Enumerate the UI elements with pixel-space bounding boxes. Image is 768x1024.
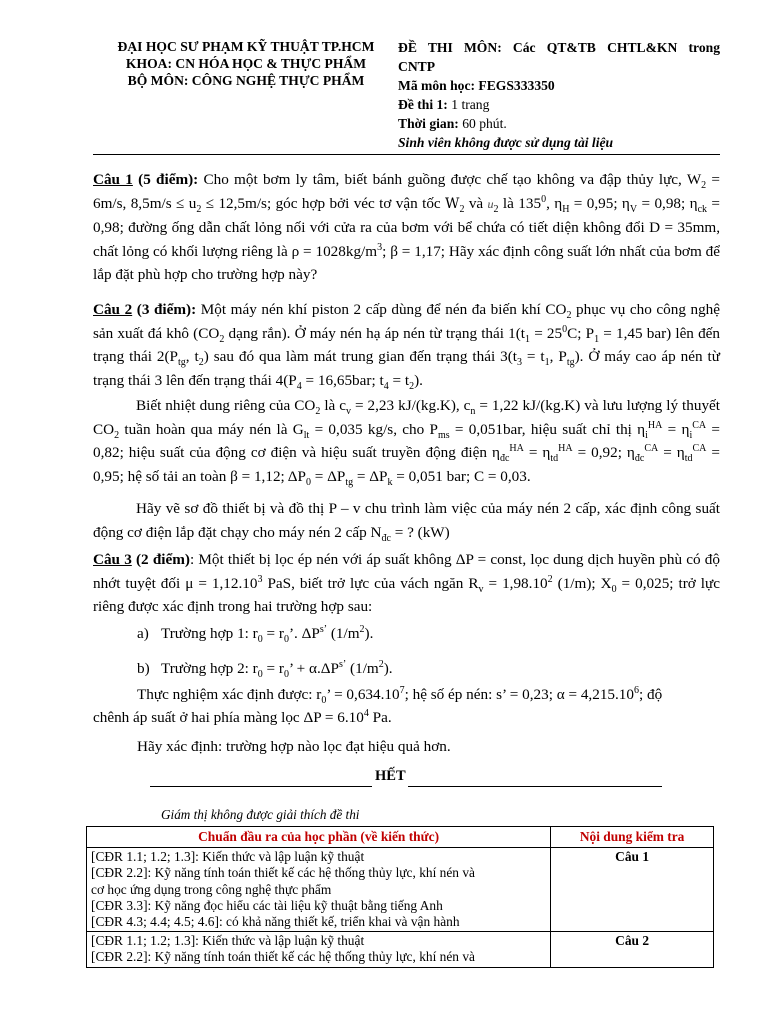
table-header-row [87, 827, 714, 848]
outcomes-cell: [CĐR 1.1; 1.2; 1.3]: Kiến thức và lập luận kỹ thuật [CĐR 2.2]: Kỹ năng tính toán thiết kế các hệ thống thủy lực, khí nén và [87, 932, 551, 967]
university-name: ĐẠI HỌC SƯ PHẠM KỸ THUẬT TP.HCM [117, 39, 375, 54]
question-1: Câu 1 (5 điểm): Cho một bơm ly tâm, biết bánh guồng được chế tạo không va đập thủy lực, $W_2 = 6m/s$, $8,5m/s \le u_2 \le 12,5m/s$; góc hợp bởi véc tơ vận tốc $W_2$ và $u_2$ là $135^0$, $\eta_H = 0,95$; $\eta_V = 0,98$; $\eta_{ck} = 0,98$; đường ống dẫn chất lỏng nối với cửa ra của bơm với bể chứa có tiết diện không đổi D = 35mm, chất lỏng có khối lượng riêng là $\rho = 1028kg/m^3$; β = 1,17; Hãy xác định công suất lớn nhất của bơm để lắp đặt phù hợp cho trường hợp này? [93, 171, 720, 283]
question-2-heading: Câu 2 (3 điểm): [93, 301, 197, 318]
table-header-content: Nội dung kiểm tra [551, 827, 714, 848]
case-a: a) Trường hợp 1: $r_0 = r_0$’. $\Delta P^{s’}$ $(1/m^2)$. [137, 623, 374, 646]
question-3-heading: Câu 3 (2 điểm) [93, 551, 190, 568]
header-divider [93, 154, 720, 155]
proctor-note: Giám thị không được giải thích đề thi [161, 807, 360, 822]
content-cell: Câu 2 [551, 932, 714, 967]
outcomes-cell: [CĐR 1.1; 1.2; 1.3]: Kiến thức và lập luận kỹ thuật [CĐR 2.2]: Kỹ năng tính toán thiết kế các hệ thống thủy lực, khí nén và cơ học ứng dụng trong công nghệ thực phẩm [CĐR 3.3]: Kỹ năng đọc hiểu các tài liệu kỹ thuật bằng tiếng Anh [CĐR 4.3; 4.4; 4.5; 4.6]: có khả năng thiết kế, triển khai và vận hành [87, 848, 551, 932]
exam-time: Thời gian: 60 phút. [398, 116, 507, 131]
question-3-cases [137, 622, 720, 692]
case-b: b) Trường hợp 2: $r_0 = r_0$’ + $\alpha.\Delta P^{s’}$ $(1/m^2)$. [137, 658, 393, 681]
question-3-experiment: Thực nghiệm xác định được: $r_0$’ = $0,634.10^7$; hệ số ép nén: s’ = 0,23; $\alpha = 4,215.10^6$; độ [137, 684, 663, 707]
exam-number: Đề thi 1: 1 trang [398, 97, 490, 112]
end-divider [150, 771, 662, 793]
learning-outcomes-table [86, 826, 714, 968]
header-institution [96, 38, 396, 89]
department-name: BỘ MÔN: CÔNG NGHỆ THỰC PHẨM [127, 73, 365, 88]
question-1-heading: Câu 1 (5 điểm): [93, 171, 199, 188]
question-3-experiment-cont: chênh áp suất ở hai phía màng lọc $\Delta P = 6.10^4$ Pa. [93, 707, 392, 726]
question-2-data: Biết nhiệt dung riêng của $CO_2$ là $c_v = 2,23$ kJ/(kg.K), $c_n = 1,22$ kJ/(kg.K) và lưu lượng lý thuyết $CO_2$ tuần hoàn qua máy nén là $G_{lt} = 0,035$ kg/s, cho $P_{ms} = 0,051bar$, hiệu suất chỉ thị $\eta_i^{HA} = \eta_i^{CA} = 0,82$; hiệu suất của động cơ điện và hiệu suất truyền động điện $\eta_{đc}^{HA} = \eta_{td}^{HA} = 0,92$; $\eta_{đc}^{CA} = \eta_{td}^{CA} = 0,95$; hệ số tải an toàn β = 1,12; $\Delta P_0 = \Delta P_{tg} = \Delta P_k = 0,051$ bar; C = 0,03. [93, 397, 721, 488]
question-2-task: Hãy vẽ sơ đồ thiết bị và đồ thị P – v chu trình làm việc của máy nén 2 cấp, xác định công suất động cơ điện lắp đặt chạy cho máy nén 2 cấp $N_{đc}$ = ? (kW) [93, 500, 720, 544]
content-cell: Câu 1 [551, 848, 714, 932]
table-row [87, 932, 714, 967]
faculty-name: KHOA: CN HÓA HỌC & THỰC PHẨM [125, 56, 367, 71]
question-3: Câu 3 (2 điểm): Một thiết bị lọc ép nén với áp suất không ΔP = const, lọc dung dịch huyền phù có độ nhớt tuyệt đối $\mu = 1,12.10^3$ PaS, biết trở lực của vách ngăn $R_v = 1,98.10^2$ (1/m); $X_0 = 0,025$; trở lực riêng được xác định trong hai trường hợp sau: [93, 551, 720, 615]
exam-note: Sinh viên không được sử dụng tài liệu [398, 135, 614, 150]
course-code: Mã môn học: FEGS333350 [398, 78, 555, 93]
end-label: HẾT [375, 768, 406, 784]
header-exam-info [398, 38, 720, 152]
table-header-outcomes: Chuẩn đầu ra của học phần (về kiến thức) [87, 827, 551, 848]
table-row [87, 848, 714, 932]
question-3-task: Hãy xác định: trường hợp nào lọc đạt hiệu quả hơn. [137, 738, 451, 755]
question-2: Câu 2 (3 điểm): Một máy nén khí piston 2 cấp dùng để nén đa biến khí $CO_2$ phục vụ cho công nghệ sản xuất đá khô ($CO_2$ dạng rắn). Ở máy nén hạ áp nén từ trạng thái $1(t_1 = 25^0C$; $P_1 = 1,45$ bar) lên đến trạng thái $2(P_{tg}$, $t_2$) sau đó qua làm mát trung gian đến trạng thái $3(t_3 = t_1$, $P_{tg}$). Ở máy cao áp nén từ trạng thái 3 lên đến trạng thái $4(P_4 = 16,65bar$; $t_4 = t_2$). [93, 301, 721, 392]
exam-title-line1: ĐỀ THI MÔN: Các QT&TB CHTL&KN trong [398, 40, 720, 55]
exam-title-line2: CNTP [398, 59, 436, 74]
